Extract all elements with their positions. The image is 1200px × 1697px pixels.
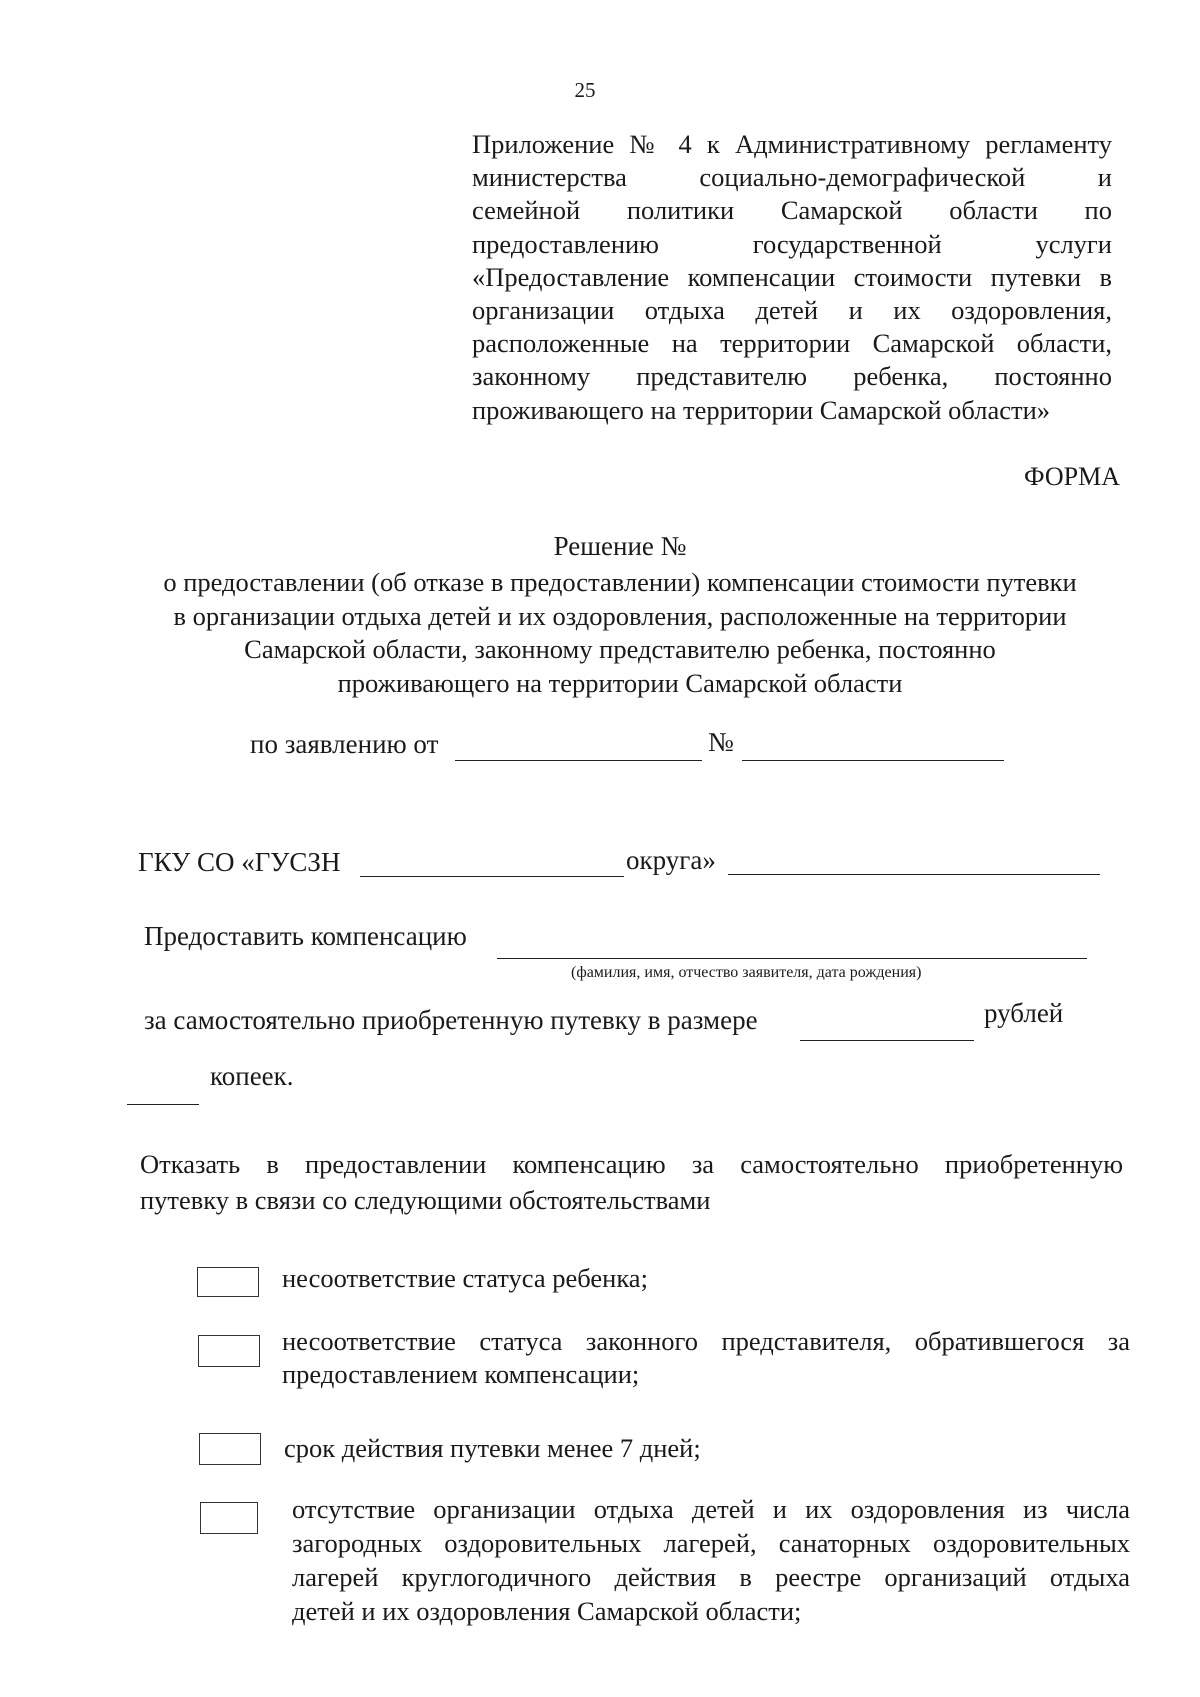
reason-line: несоответствие статуса законного представителя, обратившегося за — [282, 1326, 1130, 1356]
decision-title: Решение № — [553, 531, 687, 561]
appendix-line: семейной политики Самарской области по — [472, 195, 1112, 226]
reason-line: лагерей круглогодичного действия в реестре организаций отдыха — [292, 1562, 1130, 1592]
appendix-line: организации отдыха детей и их оздоровления, — [472, 295, 1112, 326]
decision-subtitle-line: проживающего на территории Самарской области — [337, 667, 903, 698]
refusal-line: путевку в связи со следующими обстоятельствами — [140, 1185, 711, 1215]
kopecks-field[interactable] — [127, 1104, 199, 1105]
agency-name-field[interactable] — [728, 874, 1100, 875]
agency-prefix: ГКУ СО «ГУСЗН — [138, 847, 341, 877]
reason-2-checkbox[interactable] — [198, 1335, 260, 1367]
appendix-header — [472, 128, 1112, 427]
application-label: по заявлению от — [250, 729, 439, 759]
appendix-line: проживающего на территории Самарской области» — [472, 394, 1051, 425]
reason-line: отсутствие организации отдыха детей и их оздоровления из числа — [292, 1494, 1130, 1524]
decision-subtitle-line: в организации отдыха детей и их оздоровления, расположенные на территории — [173, 600, 1067, 631]
page-number: 25 — [574, 78, 596, 102]
application-date-field[interactable] — [455, 760, 702, 761]
reason-line: детей и их оздоровления Самарской области; — [292, 1596, 802, 1626]
reason-3-text — [284, 1432, 744, 1465]
appendix-line: предоставлению государственной услуги — [472, 228, 1112, 259]
decision-subtitle-line: о предоставлении (об отказе в предоставлении) компенсации стоимости путевки — [163, 567, 1077, 597]
decision-subtitle-line: Самарской области, законному представителю ребенка, постоянно — [244, 634, 996, 664]
reason-3-checkbox[interactable] — [199, 1433, 261, 1465]
amount-label: за самостоятельно приобретенную путевку в размере — [144, 1005, 758, 1035]
reason-1-text — [282, 1262, 682, 1295]
appendix-line: законному представителю ребенка, постоянно — [472, 361, 1112, 392]
reason-line: несоответствие статуса ребенка; — [282, 1263, 648, 1293]
appendix-line: Приложение № 4 к Административному регламенту — [472, 129, 1112, 159]
reason-2-text — [282, 1325, 1130, 1391]
appendix-line: расположенные на территории Самарской области, — [472, 328, 1112, 359]
reason-line: срок действия путевки менее 7 дней; — [284, 1433, 701, 1463]
reason-4-text — [292, 1492, 1130, 1628]
refusal-paragraph — [140, 1146, 1123, 1218]
application-number-field[interactable] — [742, 760, 1004, 761]
form-label: ФОРМА — [1024, 462, 1120, 491]
decision-subtitle — [60, 566, 1180, 700]
applicant-field[interactable] — [497, 958, 1087, 959]
reason-line: предоставлением компенсации; — [282, 1359, 640, 1389]
rubles-field[interactable] — [800, 1040, 974, 1041]
applicant-caption: (фамилия, имя, отчество заявителя, дата рождения) — [571, 964, 922, 981]
rubles-label: рублей — [984, 998, 1064, 1028]
kopecks-label: копеек. — [210, 1061, 294, 1091]
reason-line: загородных оздоровительных лагерей, санаторных оздоровительных — [292, 1528, 1130, 1558]
application-number-label: № — [708, 727, 734, 757]
appendix-line: министерства социально-демографической и — [472, 162, 1112, 193]
appendix-line: «Предоставление компенсации стоимости путевки в — [472, 261, 1112, 292]
agency-district-field[interactable] — [360, 876, 624, 877]
grant-label: Предоставить компенсацию — [144, 921, 467, 951]
agency-suffix: округа» — [626, 845, 716, 875]
refusal-line: Отказать в предоставлении компенсацию за самостоятельно приобретенную — [140, 1149, 1123, 1179]
reason-1-checkbox[interactable] — [197, 1267, 259, 1297]
reason-4-checkbox[interactable] — [200, 1502, 258, 1534]
